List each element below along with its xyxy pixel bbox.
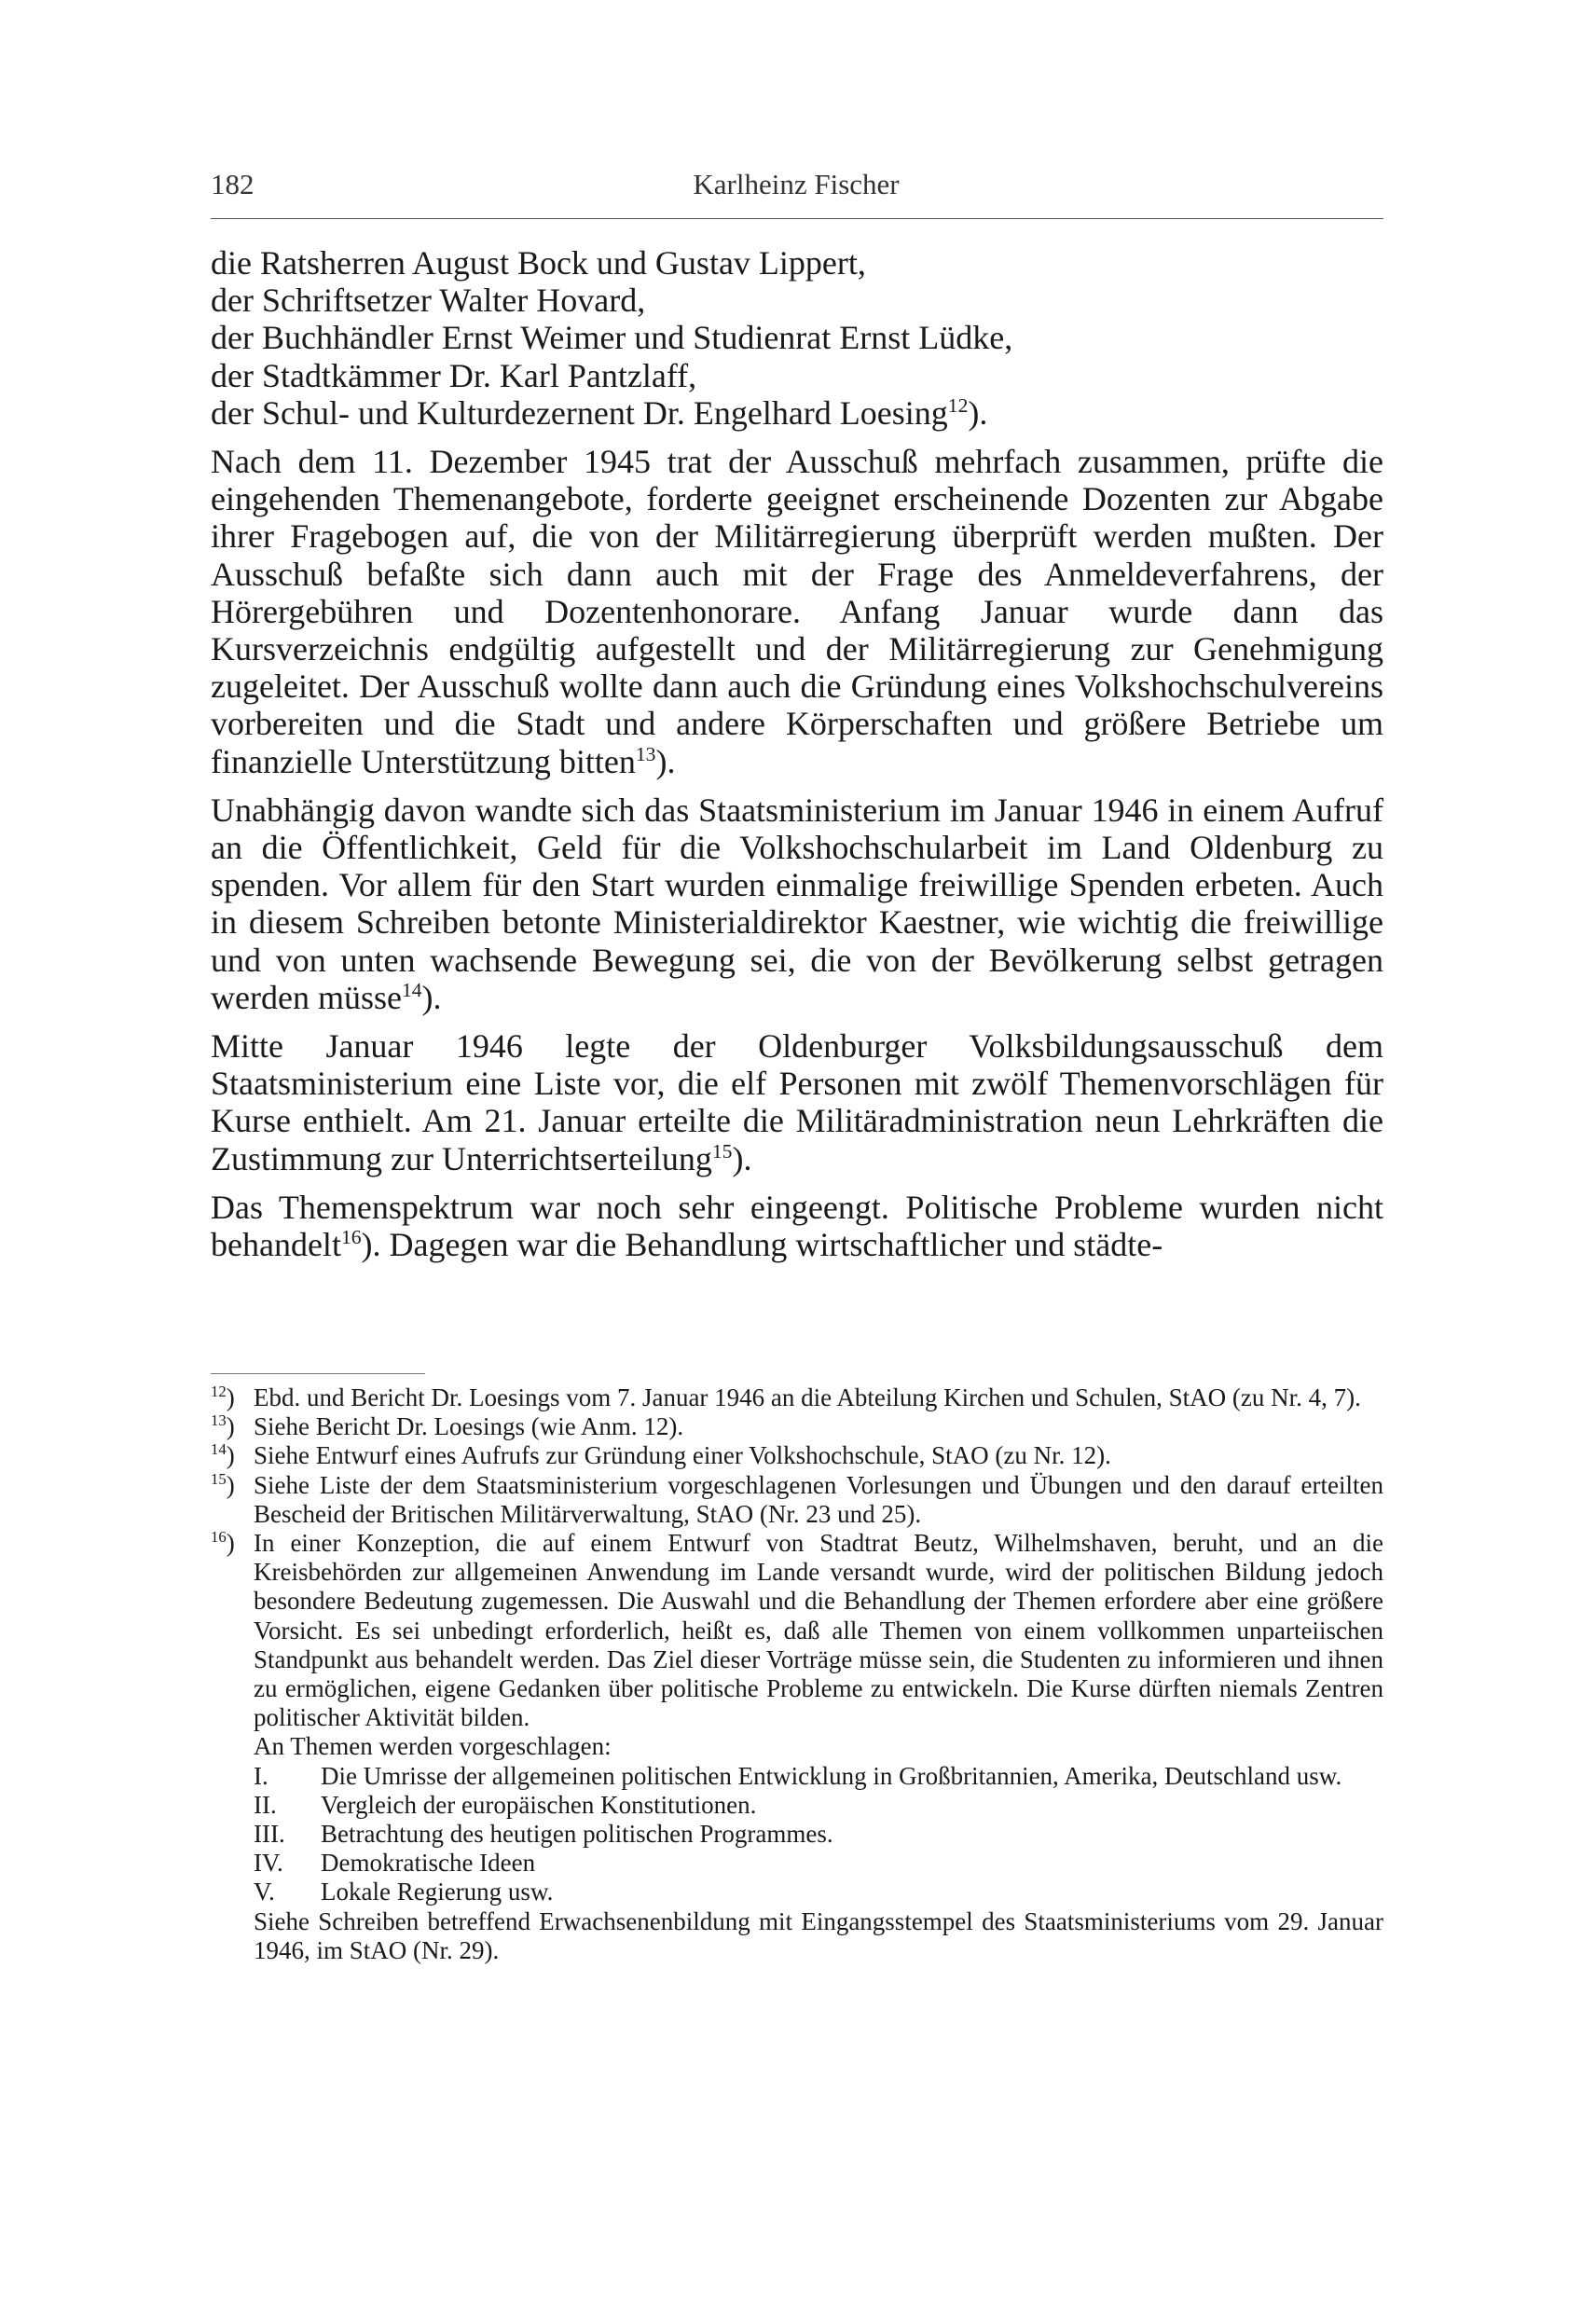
footnote-ref: 14 xyxy=(401,978,422,1001)
footnote-text: Siehe Entwurf eines Aufrufs zur Gründung einer Volkshochschule, StAO (zu Nr. 12). xyxy=(254,1441,1111,1470)
topic-item xyxy=(254,1849,1383,1878)
footnote-ref: 12 xyxy=(947,393,969,417)
page-number: 182 xyxy=(211,168,255,200)
footnote-text: Siehe Liste der dem Staatsministerium vorgeschlagenen Vorlesungen und Übungen und den darauf erteilten Bescheid der Britischen Militärverwaltung, StAO (Nr. 23 und 25). xyxy=(254,1470,1383,1528)
footnote-rule xyxy=(211,1373,425,1374)
footnote-mark: $^{15}$) xyxy=(211,1469,235,1499)
header-rule xyxy=(211,218,1383,219)
footnotes xyxy=(211,1383,1383,1965)
footnote-closing: Siehe Schreiben betreffend Erwachsenenbildung mit Eingangsstempel des Staatsministeriums vom 29. Januar 1946, im StAO (Nr. 29). xyxy=(254,1906,1383,1964)
topic-number: V. xyxy=(254,1878,275,1906)
topics-intro: An Themen werden vorgeschlagen: xyxy=(254,1732,612,1761)
footnote-ref: 16 xyxy=(340,1226,362,1249)
topic-text: Betrachtung des heutigen politischen Programmes. xyxy=(321,1820,833,1849)
paragraph-text: Das Themenspektrum war noch sehr eingeengt. Politische Probleme wurden nicht behandelt xyxy=(211,1188,1383,1264)
footnote-text: In einer Konzeption, die auf einem Entwurf von Stadtrat Beutz, Wilhelmshaven, beruht, und an die Kreisbehörden zur allgemeinen Anwendung im Lande versandt wurde, wird der politischen Bildung jedoch besondere Bedeutung zugemessen. Die Auswahl und die Behandlung der Themen erfordere aber eine größere Vorsicht. Es sei unbedingt erforderlich, heißt es, daß alle Themen von einem vollkommen unparteiischen Standpunkt aus behandelt werden. Das Ziel dieser Vorträge müsse sein, die Studenten zu informieren und ihnen zu ermöglichen, eigene Gedanken über politische Probleme zu entwickeln. Die Kurse dürften niemals Zentren politischer Aktivität bilden. xyxy=(254,1529,1383,1732)
topic-number: III. xyxy=(254,1820,285,1849)
body-paragraph xyxy=(211,443,1383,780)
footnote-ref: 15 xyxy=(711,1139,733,1163)
footnote xyxy=(211,1412,1383,1441)
topic-item xyxy=(254,1762,1383,1791)
footnote xyxy=(211,1383,1383,1412)
list-line xyxy=(211,394,1383,432)
body-paragraph xyxy=(211,1189,1383,1263)
topic-text: Vergleich der europäischen Konstitutionen. xyxy=(321,1790,757,1819)
topic-text: Demokratische Ideen xyxy=(321,1849,536,1878)
footnote-mark: $^{14}$) xyxy=(211,1440,235,1470)
topic-item xyxy=(254,1878,1383,1906)
footnote-mark: $^{13}$) xyxy=(211,1411,235,1441)
main-text xyxy=(211,244,1383,1263)
footnote xyxy=(211,1529,1383,1965)
paragraph-tail: ). xyxy=(421,978,442,1016)
footnote-ref: 13 xyxy=(635,742,656,765)
list-line: der Buchhändler Ernst Weimer und Studienrat Ernst Lüdke, xyxy=(211,319,1013,357)
paragraph-tail: ). xyxy=(732,1139,752,1177)
paragraph-text: Unabhängig davon wandte sich das Staatsministerium im Januar 1946 in einem Aufruf an die Öffentlichkeit, Geld für die Volkshochschularbeit im Land Oldenburg zu spenden. Vor allem für den Start wurden einmalige freiwillige Spenden erbeten. Auch in diesem Schreiben betonte Ministerialdirektor Kaestner, wie wichtig die freiwillige und von unten wachsende Bewegung sei, die von der Bevölkerung selbst getragen werden müsse xyxy=(211,791,1383,1016)
footnote xyxy=(211,1471,1383,1529)
committee-member-list xyxy=(211,244,1383,432)
topic-text: Lokale Regierung usw. xyxy=(321,1878,554,1906)
footnote-16-body xyxy=(254,1529,1383,1965)
footnote xyxy=(211,1441,1383,1470)
footnote-text: Siehe Bericht Dr. Loesings (wie Anm. 12). xyxy=(254,1412,684,1441)
paragraph-text: Nach dem 11. Dezember 1945 trat der Ausschuß mehrfach zusammen, prüfte die eingehenden Themenangebote, forderte geeignet erscheinende Dozenten zur Abgabe ihrer Fragebogen auf, die von der Militärregierung überprüft werden mußten. Der Ausschuß befaßte sich dann auch mit der Frage des Anmeldeverfahrens, der Hörergebühren und Dozentenhonorare. Anfang Januar wurde dann das Kursverzeichnis endgültig aufgestellt und der Militärregierung zur Genehmigung zugeleitet. Der Ausschuß wollte dann auch die Gründung eines Volkshochschulvereins vorbereiten und die Stadt und andere Körperschaften und größere Betriebe um finanzielle Unterstützung bitten xyxy=(211,443,1383,780)
list-line: die Ratsherren August Bock und Gustav Lippert, xyxy=(211,244,866,282)
list-line: der Stadtkämmer Dr. Karl Pantzlaff, xyxy=(211,356,697,394)
topic-number: IV. xyxy=(254,1849,283,1878)
list-line: der Schriftsetzer Walter Hovard, xyxy=(211,282,646,320)
topic-item xyxy=(254,1820,1383,1849)
footnote-mark: $^{16}$) xyxy=(211,1527,235,1558)
paragraph-text: Mitte Januar 1946 legte der Oldenburger Volksbildungsausschuß dem Staatsministerium eine Liste vor, die elf Personen mit zwölf Themenvorschlägen für Kurse enthielt. Am 21. Januar erteilte die Militäradministration neun Lehrkräften die Zustimmung zur Unterrichtserteilung xyxy=(211,1027,1383,1177)
footnote-mark: $^{12}$) xyxy=(211,1382,235,1411)
list-line-text: der Schul- und Kulturdezernent Dr. Engelhard Loesing xyxy=(211,393,948,432)
topic-text: Die Umrisse der allgemeinen politischen Entwicklung in Großbritannien, Amerika, Deutschland usw. xyxy=(321,1761,1342,1790)
list-line-tail: ). xyxy=(968,393,988,432)
paragraph-tail: ). xyxy=(655,742,676,780)
body-paragraph xyxy=(211,1027,1383,1177)
footnote-text: Ebd. und Bericht Dr. Loesings vom 7. Januar 1946 an die Abteilung Kirchen und Schulen, StAO (zu Nr. 4, 7). xyxy=(254,1383,1361,1411)
body-paragraph xyxy=(211,791,1383,1016)
running-head-author: Karlheinz Fischer xyxy=(693,168,900,200)
topic-number: II. xyxy=(254,1790,277,1819)
topic-number: I. xyxy=(254,1761,268,1790)
paragraph-text-continued: ). Dagegen war die Behandlung wirtschaftlicher und städte- xyxy=(361,1226,1163,1264)
topic-item xyxy=(254,1791,1383,1820)
